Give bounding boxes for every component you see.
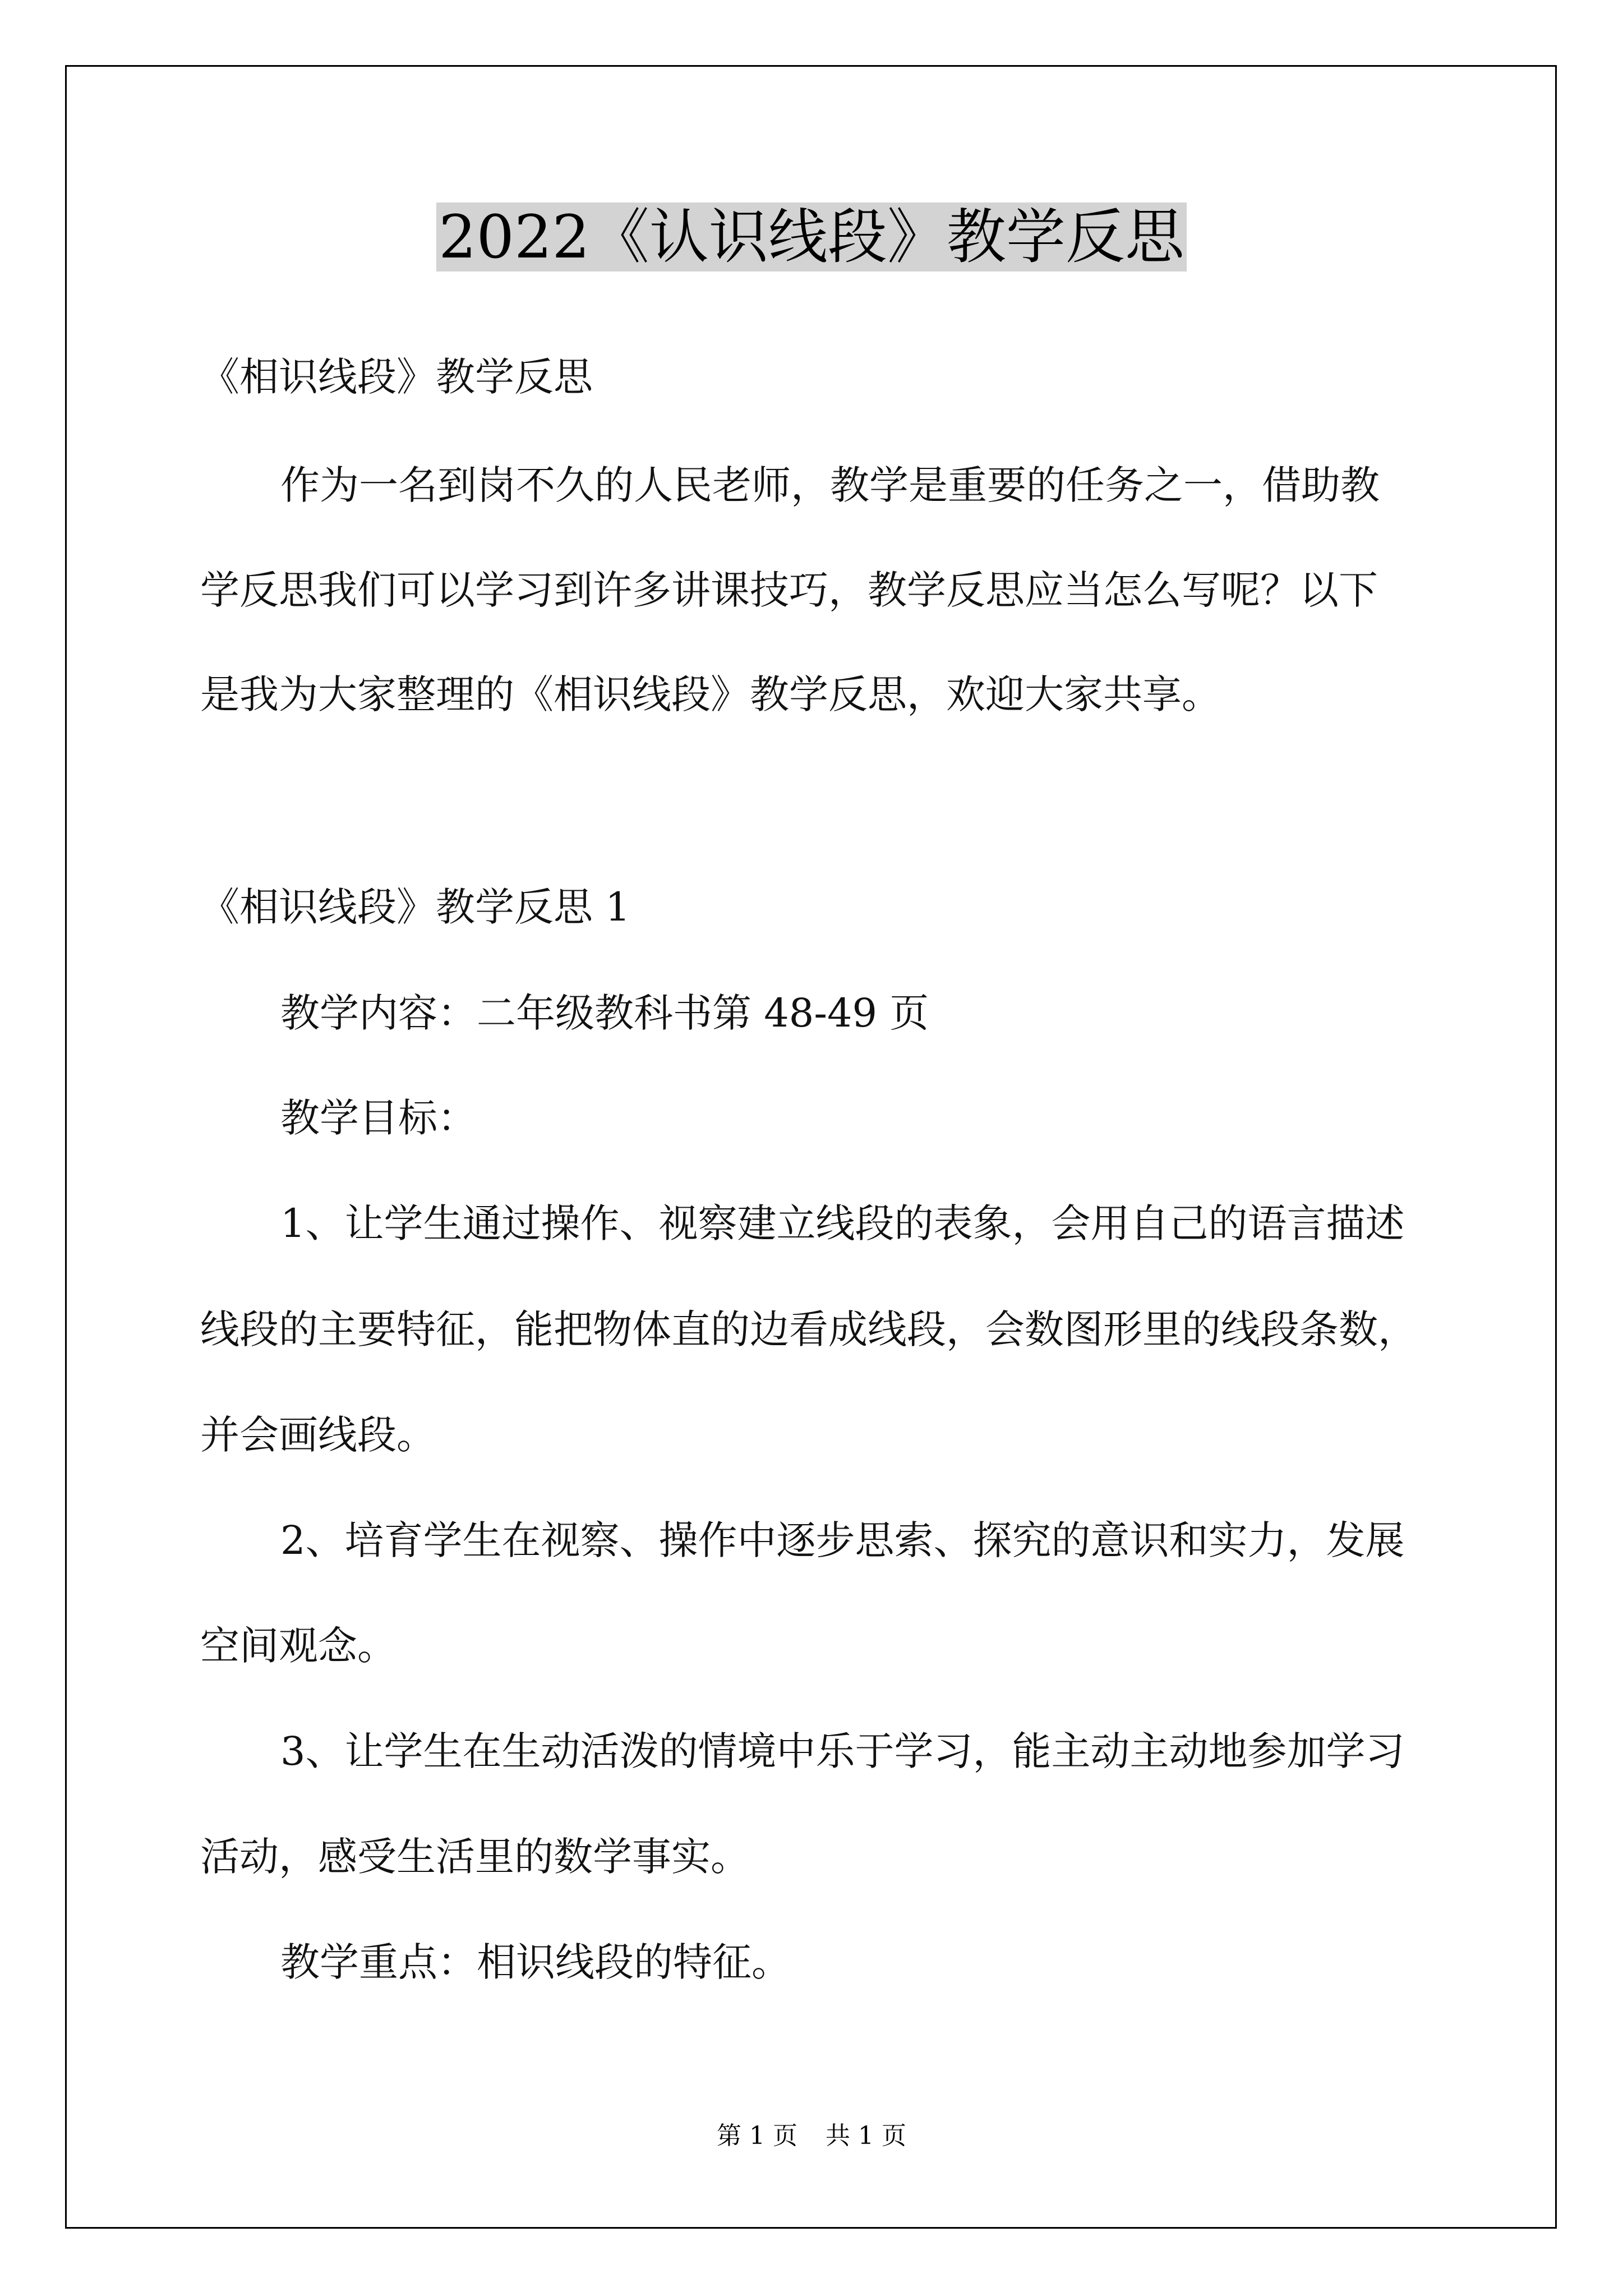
paragraph-line: 空间观念。: [200, 1623, 396, 1669]
paragraph-line: 教学重点：相识线段的特征。: [280, 1939, 791, 1985]
paragraph-line: 1、让学生通过操作、视察建立线段的表象，会用自己的语言描述: [280, 1200, 1405, 1246]
paragraph-line: 作为一名到岗不久的人民老师，教学是重要的任务之一，借助教: [280, 462, 1380, 508]
paragraph-line: 3、让学生在生动活泼的情境中乐于学习，能主动主动地参加学习: [280, 1728, 1405, 1774]
paragraph-line: 学反思我们可以学习到许多讲课技巧，教学反思应当怎么写呢？以下: [200, 567, 1378, 613]
paragraph-line: 活动，感受生活里的数学事实。: [200, 1834, 750, 1880]
paragraph-line: 教学内容：二年级教科书第 48-49 页: [280, 990, 929, 1036]
page-number: 第 1 页: [717, 2122, 797, 2150]
paragraph-line: 线段的主要特征，能把物体直的边看成线段，会数图形里的线段条数，: [200, 1306, 1417, 1352]
paragraph-line: 2、培育学生在视察、操作中逐步思索、探究的意识和实力，发展: [280, 1517, 1405, 1563]
document-title: [0, 195, 1623, 279]
paragraph-line: 并会画线段。: [200, 1412, 436, 1458]
page-total: 共 1 页: [826, 2122, 906, 2150]
section-heading: 《相识线段》教学反思 1: [200, 884, 630, 930]
document-title-text: 2022《认识线段》教学反思: [436, 203, 1187, 272]
page-footer: [0, 2119, 1623, 2153]
paragraph-line: 教学目标：: [280, 1095, 477, 1141]
paragraph-line: 是我为大家整理的《相识线段》教学反思，欢迎大家共享。: [200, 671, 1221, 717]
section-heading: 《相识线段》教学反思: [200, 354, 593, 400]
